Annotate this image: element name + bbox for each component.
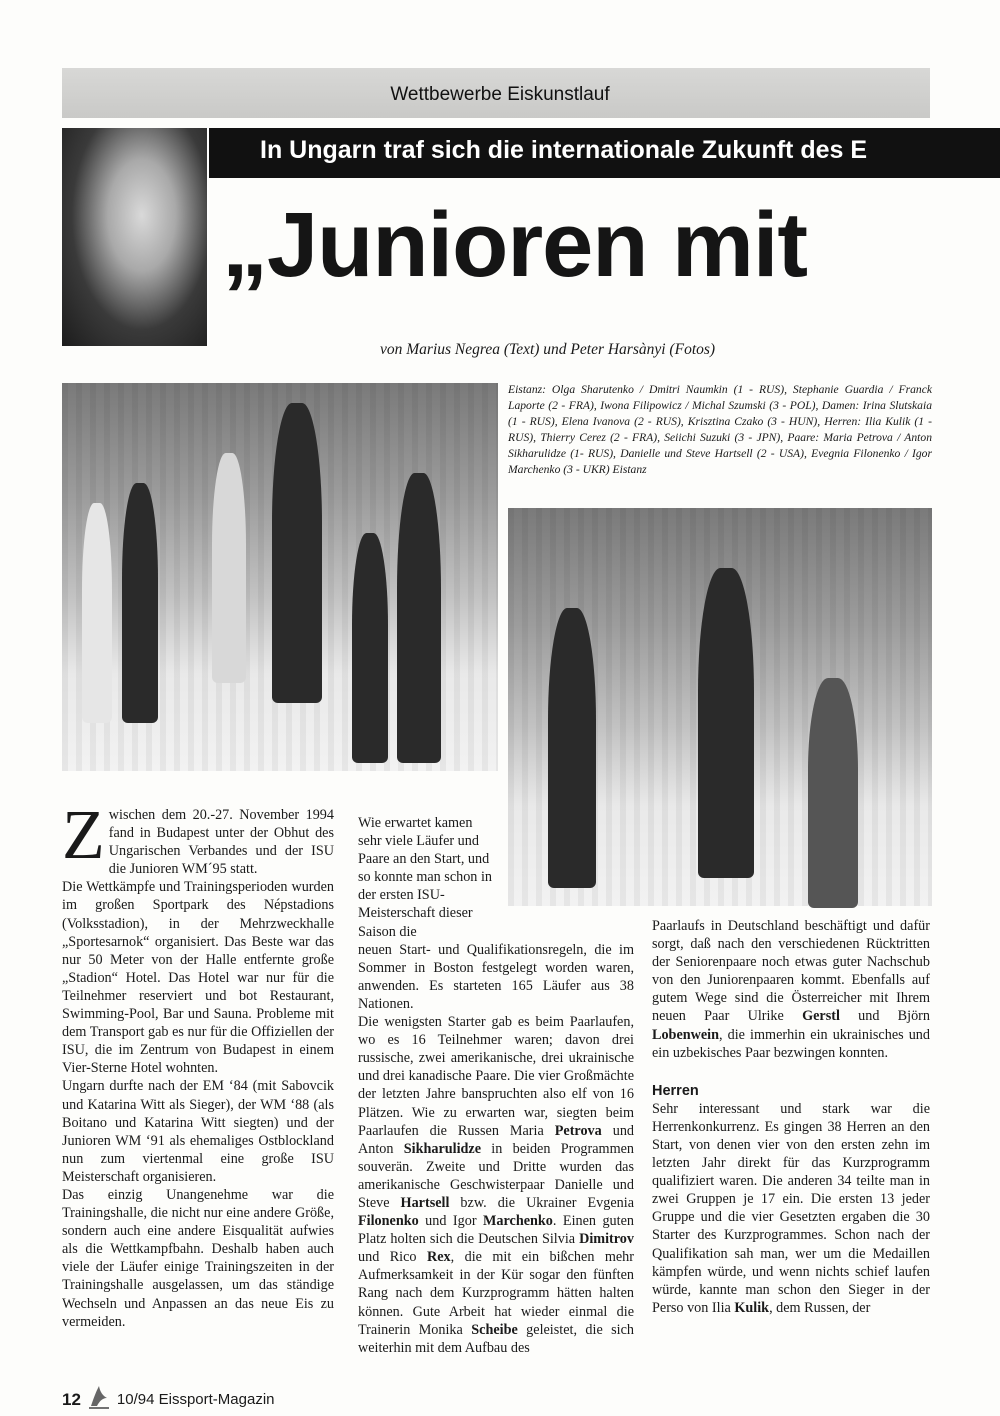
article-column-1 xyxy=(62,797,334,1331)
article-column-2-top: Wie erwartet kamen sehr viele Läufer und Paare an den Start, und so konnte man schon in der ersten ISU-Meisterschaft dieser Saison die xyxy=(358,815,492,940)
section-title: Wettbewerbe Eiskunstlauf xyxy=(390,84,610,105)
bold-name: Dimitrov xyxy=(579,1231,634,1248)
photo-caption: Eistanz: Olga Sharutenko / Dmitri Naumkin (1 - RUS), Stephanie Guardia / Franck Laporte (2 - FRA), Iwona Filipowicz / Michal Szumski (3 - POL), Damen: Irina Slutskaia (1 - RUS), Elena Ivanova (2 - RUS), Krisztina Czako (3 - HUN), Herren: Ilia Kulik (1 - RUS), Thierry Cerez (2 - FRA), Seiichi Suzuki (3 - JPN), Paare: Maria Petrova / Anton Sikharulidze (1- RUS), Danielle und Steve Hartsell (2 - USA), Evegnia Filonenko / Igor Marchenko (3 - UKR) Eistanz xyxy=(508,383,932,477)
text-run: und Rico xyxy=(358,1249,427,1266)
bold-name: Hartsell xyxy=(400,1194,450,1211)
bold-name: Kulik xyxy=(734,1299,770,1316)
page-footer xyxy=(62,1384,275,1416)
text-run: wischen dem 20.-27. November 1994 fand in Budapest unter der Obhut des Ungarischen Verbandes und der ISU die Junioren WM´95 statt. xyxy=(108,807,334,878)
text-run: Das einzig Unangenehme war die Trainingshalle, die nicht nur eine andere Größe, sondern auch eine andere Eisqualität aufwies als die Wettkampfbahn. Deshalb haben auch viele der Läufer einige Trainingszeiten in der Trainingshalle ausgelassen, um das ständige Wechseln und Anpassen an das neue Eis zu vermeiden. xyxy=(62,1186,334,1330)
paragraph xyxy=(652,917,930,1062)
text-run: . Einen guten Platz holten sich die Deutschen Silvia xyxy=(358,1213,634,1248)
bold-name: Sikharulidze xyxy=(403,1140,482,1157)
photo-wrap-spacer xyxy=(498,814,634,914)
text-run: in beiden Programmen souverän. Zweite und Dritte wurden das amerikanische Geschwisterpaar Danielle und Steve xyxy=(358,1140,634,1211)
subhead-herren: Herren xyxy=(652,1082,699,1099)
paragraph xyxy=(62,797,334,878)
text-run: , die immerhin ein ukrainisches und ein uzbekisches Paar bezwingen konnten. xyxy=(652,1026,930,1061)
page-number: 12 xyxy=(62,1390,81,1409)
bold-name: Marchenko xyxy=(483,1213,553,1230)
kicker-text: In Ungarn traf sich die internationale Zukunft des E xyxy=(260,136,868,164)
paragraph xyxy=(358,941,634,1013)
text-run: neuen Start- und Qualifikationsregeln, die im Sommer in Boston festgelegt worden waren, anwenden. Es starteten 165 Läufer aus 38 Nationen. xyxy=(358,941,634,1012)
article-column-3 xyxy=(652,917,930,1317)
text-run: Ungarn durfte nach der EM ‘84 (mit Sabovcik und Katarina Witt als Sieger), der WM ‘88 (als Boitano und Katarina Witt siegten) und der Junioren WM ‘91 als ehemaliges Ostblockland nun zum viertenmal eine große ISU Meisterschaft organisieren. xyxy=(62,1078,334,1185)
paragraph xyxy=(62,1186,334,1331)
text-run: geleistet, die sich weiterhin mit dem Aufbau des xyxy=(358,1321,635,1356)
text-run: Paarlaufs in Deutschland beschäftigt und dafür sorgt, daß nach den verschiedenen Rücktritten der Seniorenpaare noch etwas guter Nachschub von den Juniorenpaaren kommt. Ebenfalls auf gutem Wege sind die Österreicher mit Ihrem neuen Paar Ulrike xyxy=(652,918,930,1025)
text-run: , die mit ein bißchen mehr Aufmerksamkeit in der Kür sogar den fünften Rang nach dem Kurzprogramm hätten halten können. Gute Arbeit hat wieder einmal die Trainerin Monika xyxy=(358,1249,635,1338)
byline: von Marius Negrea (Text) und Peter Harsànyi (Fotos) xyxy=(380,341,716,358)
paragraph xyxy=(62,1077,334,1186)
article-column-2 xyxy=(358,814,634,1357)
text-run: bzw. die Ukrainer Evgenia xyxy=(449,1194,634,1211)
bold-name: Petrova xyxy=(554,1122,602,1139)
text-run: Sehr interessant und stark war die Herrenkonkurrenz. Es gingen 38 Herren an den Start, von denen vier von den ersten zehn im letzten Jahr direkt für das Kurzprogramm qualifiziert waren. Die anderen 34 teilte man in zwei Gruppen je 17 ein. Die ersten 13 jeder Gruppe und die vier Gesetzten ergaben die 30 Starter des Kurzprogrammes. Schon nach der Qualifikation sah man, wer um die Medaillen kämpfen würde, und wenn nichts schief laufen würde, kannte man schon den Sieger in der Perso von Ilia xyxy=(652,1100,930,1316)
text-run: und Igor xyxy=(418,1213,484,1230)
bold-name: Scheibe xyxy=(471,1321,518,1338)
headline: „Junioren mit xyxy=(222,194,808,296)
bold-name: Rex xyxy=(426,1249,451,1266)
text-run: und Björn xyxy=(839,1008,930,1025)
issue-label: 10/94 Eissport-Magazin xyxy=(116,1391,275,1408)
text-run: Die Wettkämpfe und Trainingsperioden wurden im großen Sportpark des Népstadions (Volksstadion), in der Mehrzweckhalle „Sportesarnok“ organisiert. Das Beste war das nur 50 Meter von der Halle entfernte große „Stadion“ Hotel. Das Hotel war nur für die Teilnehmer reserviert und bot Restaurant, Swimming-Pool, Bar und Sauna. Probleme mit dem Transport gab es nur für die Offiziellen der ISU, die im Zentrum von Budapest in einem Vier-Sterne Hotel wohnten. xyxy=(62,879,334,1077)
bold-name: Lobenwein xyxy=(652,1026,720,1043)
text-run: und Anton xyxy=(358,1122,634,1157)
author-portrait-photo xyxy=(62,128,209,346)
article-column-2-body xyxy=(358,941,634,1357)
drop-cap: Z xyxy=(62,797,105,874)
bold-name: Gerstl xyxy=(802,1008,840,1025)
bold-name: Filonenko xyxy=(358,1213,419,1230)
text-run: , dem Russen, der xyxy=(769,1299,871,1316)
paragraph xyxy=(358,1013,634,1357)
magazine-logo-icon xyxy=(87,1384,111,1416)
podium-photo-pairs xyxy=(62,383,498,771)
paragraph xyxy=(62,878,334,1077)
paragraph xyxy=(652,1100,930,1317)
text-run: Die wenigsten Starter gab es beim Paarlaufen, wo es 16 Teilnehmer waren; davon drei russische, zwei amerikanische, drei ukrainische und drei kanadische Paare. Die vier Großmächte der letzten Jahre banspruchten also elf von 16 Plätzen. Wie zu erwarten war, siegten beim Paarlaufen die Russen Maria xyxy=(358,1014,634,1139)
